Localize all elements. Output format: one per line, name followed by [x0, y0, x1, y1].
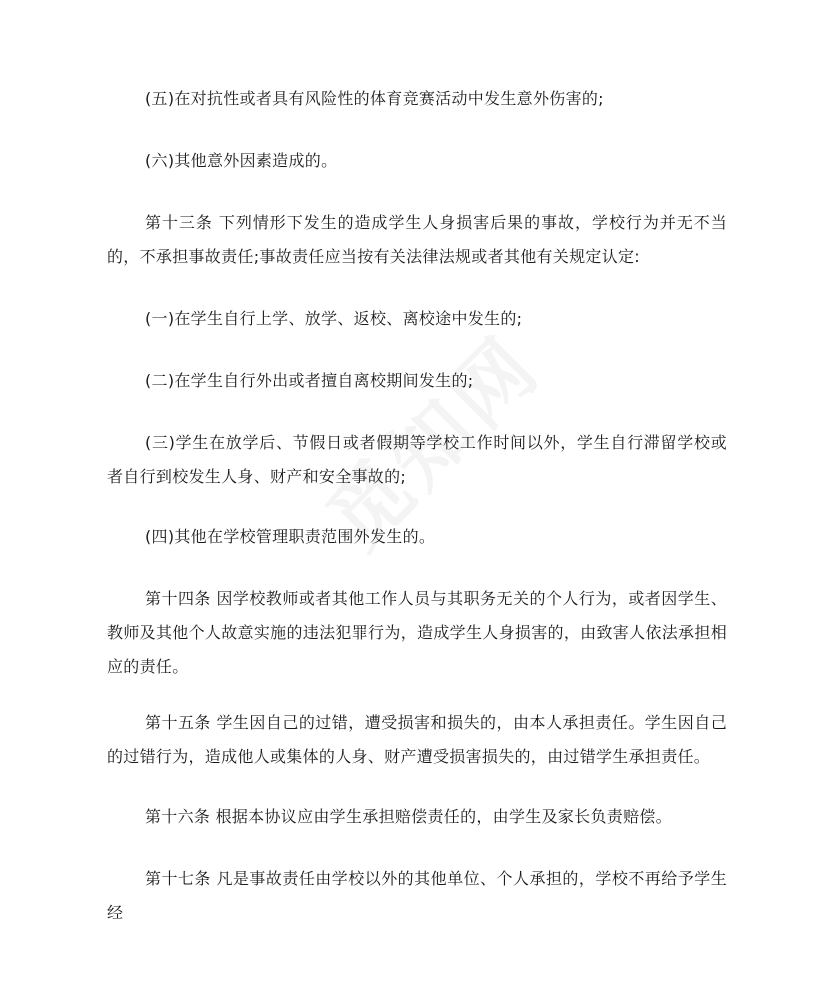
article-15: 第十五条 学生因自己的过错，遭受损害和损失的，由本人承担责任。学生因自己的过错行为，造成他人或集体的人身、财产遭受损害损失的，由过错学生承担责任。 — [107, 713, 727, 766]
article-14: 第十四条 因学校教师或者其他工作人员与其职务无关的个人行为，或者因学生、教师及其他个人故意实施的违法犯罪行为，造成学生人身损害的，由致害人依法承担相应的责任。 — [107, 589, 727, 676]
article-13: 第十三条 下列情形下发生的造成学生人身损害后果的事故，学校行为并无不当的，不承担事故责任;事故责任应当按有关法律法规或者其他有关规定认定: — [107, 213, 727, 266]
clause-6-other-accidents: (六)其他意外因素造成的。 — [145, 151, 338, 170]
clause-5-sports-injury: (五)在对抗性或者具有风险性的体育竞赛活动中发生意外伤害的; — [145, 89, 604, 108]
clause-1-commute: (一)在学生自行上学、放学、返校、离校途中发生的; — [145, 309, 523, 328]
clause-3-after-hours: (三)学生在放学后、节假日或者假期等学校工作时间以外，学生自行滞留学校或者自行到校发生人身、财产和安全事故的; — [107, 433, 727, 486]
article-17: 第十七条 凡是事故责任由学校以外的其他单位、个人承担的，学校不再给予学生经 — [107, 869, 727, 922]
article-16: 第十六条 根据本协议应由学生承担赔偿责任的，由学生及家长负责赔偿。 — [145, 807, 672, 826]
clause-4-outside-duty: (四)其他在学校管理职责范围外发生的。 — [145, 527, 436, 546]
clause-2-leave-school: (二)在学生自行外出或者擅自离校期间发生的; — [145, 371, 474, 390]
